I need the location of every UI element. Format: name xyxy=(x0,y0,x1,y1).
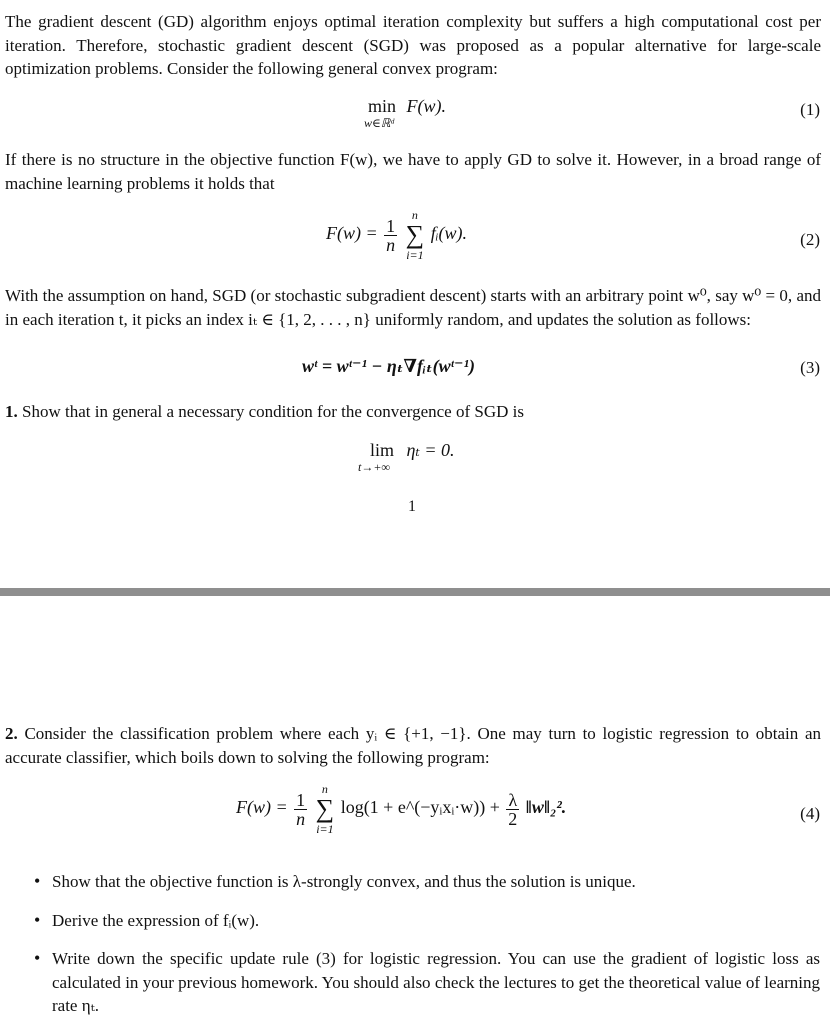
bullet-list xyxy=(30,870,820,1033)
bullet-item: • Show that the objective function is λ-strongly convex, and thus the solution is unique. xyxy=(30,870,820,894)
eq4-frac-den: n xyxy=(296,808,306,829)
eq2-frac-num: 1 xyxy=(386,215,396,236)
eq4-body: log(1 + e^(−yᵢxᵢ·w)) + xyxy=(340,797,500,818)
question-2-label: 2. xyxy=(5,724,18,743)
limit-equation xyxy=(0,440,830,500)
min-subscript: w∈ℝᵈ xyxy=(364,116,395,130)
equation-number-3: (3) xyxy=(800,358,820,377)
eq4-lhs: F(w) = xyxy=(236,797,288,818)
equation-4 xyxy=(0,782,830,842)
question-1-text: Show that in general a necessary condition for the convergence of SGD is xyxy=(22,402,524,421)
eq2-sum: n ∑ i=1 xyxy=(405,208,425,262)
min-operator: min xyxy=(368,96,397,116)
eq4-sum-top: n xyxy=(321,782,328,796)
lim-subscript: t→+∞ xyxy=(358,460,390,474)
eq4-sum: n ∑ i=1 xyxy=(315,782,335,836)
eq2-sum-top: n xyxy=(411,208,418,222)
eq2-sum-bottom: i=1 xyxy=(406,248,424,262)
equation-number-2: (2) xyxy=(800,230,820,249)
bullet-item: • Derive the expression of fᵢ(w). xyxy=(30,909,820,933)
question-1-label: 1. xyxy=(5,402,18,421)
question-2 xyxy=(5,722,821,769)
paragraph-2: If there is no structure in the objective function F(w), we have to apply GD to solve it. However, in a broad range of machine learning problems it holds that xyxy=(5,150,821,193)
question-2-text: Consider the classification problem where each yᵢ ∈ {+1, −1}. One may turn to logistic regression to obtain an accurate classifier, which boils down to solving the following program: xyxy=(5,724,821,767)
bullet-item: • Write down the specific update rule (3) for logistic regression. You can use the gradient of logistic loss as calculated in your previous homework. You should also check the lectures to get the theoretical value of learning rate ηₜ. xyxy=(30,947,820,1018)
eq4-regularizer: ‖w‖₂². xyxy=(525,797,567,818)
page-2 xyxy=(0,596,830,1024)
eq2-frac-den: n xyxy=(386,234,396,255)
equation-number-4: (4) xyxy=(800,804,820,823)
eq4-frac-num: 1 xyxy=(296,789,306,810)
eq4-reg-num: λ xyxy=(508,789,518,810)
eq4-reg-den: 2 xyxy=(508,808,518,829)
eq2-lhs: F(w) = xyxy=(326,223,378,244)
eq3-expression: wᵗ = wᵗ⁻¹ − ηₜ∇fᵢₜ(wᵗ⁻¹) xyxy=(302,356,475,376)
question-1 xyxy=(5,400,821,424)
lim-operator: lim xyxy=(370,440,395,460)
lim-expression: ηₜ = 0. xyxy=(406,440,455,460)
equation-2 xyxy=(0,208,830,268)
page-number: 1 xyxy=(408,498,416,515)
intro-paragraph: The gradient descent (GD) algorithm enjoys optimal iteration complexity but suffers a high computational cost per iteration. Therefore, stochastic gradient descent (SGD) was proposed as a popular alternative for large-scale optimization problems. Consider the following general convex program: xyxy=(5,12,821,78)
eq2-fraction xyxy=(384,217,397,254)
eq4-fraction xyxy=(294,791,307,828)
eq2-body: fᵢ(w). xyxy=(430,223,468,244)
equation-number-1: (1) xyxy=(800,100,820,119)
eq4-reg-fraction xyxy=(506,791,519,828)
page-separator xyxy=(0,588,830,596)
equation-1 xyxy=(0,96,830,156)
paragraph-3: With the assumption on hand, SGD (or stochastic subgradient descent) starts with an arbitrary point w⁰, say w⁰ = 0, and in each iteration t, it picks an index iₜ ∈ {1, 2, . . . , n} uniformly random, and updates the solution as follows: xyxy=(5,286,821,329)
eq1-expression: F(w). xyxy=(406,96,447,116)
eq4-sum-bottom: i=1 xyxy=(316,822,334,836)
